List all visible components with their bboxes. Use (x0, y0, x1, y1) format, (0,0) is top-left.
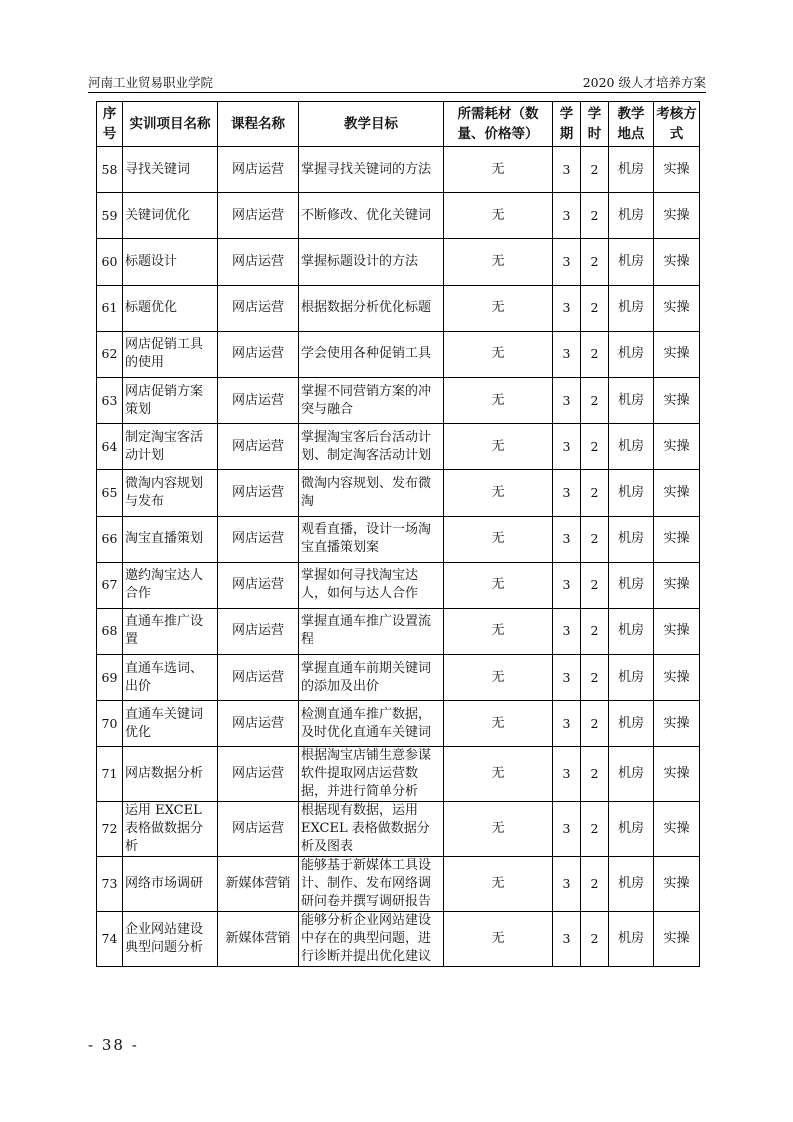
location-cell: 机房 (609, 470, 654, 516)
project-name-cell: 网店数据分析 (123, 747, 218, 802)
table-row (97, 701, 700, 747)
location-cell: 机房 (609, 912, 654, 967)
training-table (96, 101, 700, 967)
term-cell: 3 (553, 424, 581, 470)
row-number-cell: 60 (97, 239, 123, 285)
location-cell: 机房 (609, 285, 654, 331)
header-rule (88, 92, 706, 93)
location-cell: 机房 (609, 424, 654, 470)
location-cell: 机房 (609, 608, 654, 654)
table-row (97, 239, 700, 285)
project-name-cell: 标题设计 (123, 239, 218, 285)
assessment-cell: 实操 (654, 377, 700, 423)
page-header (88, 71, 706, 93)
table-row (97, 285, 700, 331)
project-name-cell: 企业网站建设典型问题分析 (123, 912, 218, 967)
location-cell: 机房 (609, 857, 654, 912)
table-row (97, 331, 700, 377)
course-name-cell: 网店运营 (218, 608, 299, 654)
location-cell: 机房 (609, 239, 654, 285)
project-name-cell: 关键词优化 (123, 193, 218, 239)
materials-cell: 无 (444, 747, 553, 802)
teaching-goal-cell: 检测直通车推广数据，及时优化直通车关键词 (299, 701, 444, 747)
course-name-cell: 网店运营 (218, 147, 299, 193)
assessment-cell: 实操 (654, 608, 700, 654)
hours-cell: 2 (581, 516, 609, 562)
term-cell: 3 (553, 747, 581, 802)
hours-cell: 2 (581, 701, 609, 747)
table-row (97, 470, 700, 516)
materials-cell: 无 (444, 655, 553, 701)
term-cell: 3 (553, 701, 581, 747)
assessment-cell: 实操 (654, 470, 700, 516)
row-number-cell: 59 (97, 193, 123, 239)
row-number-cell: 65 (97, 470, 123, 516)
assessment-cell: 实操 (654, 147, 700, 193)
row-number-cell: 64 (97, 424, 123, 470)
project-name-cell: 标题优化 (123, 285, 218, 331)
hours-cell: 2 (581, 285, 609, 331)
hours-cell: 2 (581, 608, 609, 654)
row-number-cell: 62 (97, 331, 123, 377)
hours-cell: 2 (581, 470, 609, 516)
row-number-cell: 68 (97, 608, 123, 654)
hours-cell: 2 (581, 747, 609, 802)
term-cell: 3 (553, 147, 581, 193)
assessment-cell: 实操 (654, 239, 700, 285)
hours-cell: 2 (581, 193, 609, 239)
hours-cell: 2 (581, 655, 609, 701)
course-name-cell: 网店运营 (218, 470, 299, 516)
assessment-cell: 实操 (654, 285, 700, 331)
materials-cell: 无 (444, 377, 553, 423)
course-name-cell: 网店运营 (218, 239, 299, 285)
location-cell: 机房 (609, 193, 654, 239)
row-number-cell: 67 (97, 562, 123, 608)
row-number-cell: 61 (97, 285, 123, 331)
assessment-cell: 实操 (654, 701, 700, 747)
row-number-cell: 72 (97, 802, 123, 857)
teaching-goal-cell: 掌握寻找关键词的方法 (299, 147, 444, 193)
project-name-cell: 淘宝直播策划 (123, 516, 218, 562)
col-header-term: 学期 (553, 102, 581, 147)
course-name-cell: 网店运营 (218, 747, 299, 802)
teaching-goal-cell: 不断修改、优化关键词 (299, 193, 444, 239)
teaching-goal-cell: 能够分析企业网站建设中存在的典型问题，进行诊断并提出优化建议 (299, 912, 444, 967)
course-name-cell: 网店运营 (218, 655, 299, 701)
materials-cell: 无 (444, 516, 553, 562)
row-number-cell: 58 (97, 147, 123, 193)
table-row (97, 802, 700, 857)
col-header-no: 序号 (97, 102, 123, 147)
hours-cell: 2 (581, 424, 609, 470)
materials-cell: 无 (444, 193, 553, 239)
teaching-goal-cell: 掌握如何寻找淘宝达人，如何与达人合作 (299, 562, 444, 608)
table-row (97, 147, 700, 193)
teaching-goal-cell: 掌握不同营销方案的冲突与融合 (299, 377, 444, 423)
assessment-cell: 实操 (654, 331, 700, 377)
location-cell: 机房 (609, 516, 654, 562)
materials-cell: 无 (444, 470, 553, 516)
course-name-cell: 网店运营 (218, 193, 299, 239)
assessment-cell: 实操 (654, 655, 700, 701)
hours-cell: 2 (581, 802, 609, 857)
term-cell: 3 (553, 912, 581, 967)
row-number-cell: 69 (97, 655, 123, 701)
term-cell: 3 (553, 470, 581, 516)
teaching-goal-cell: 根据淘宝店铺生意参谋软件提取网店运营数据，并进行简单分析 (299, 747, 444, 802)
table-row (97, 516, 700, 562)
term-cell: 3 (553, 608, 581, 654)
hours-cell: 2 (581, 331, 609, 377)
project-name-cell: 网店促销工具的使用 (123, 331, 218, 377)
materials-cell: 无 (444, 857, 553, 912)
project-name-cell: 直通车选词、出价 (123, 655, 218, 701)
hours-cell: 2 (581, 562, 609, 608)
project-name-cell: 制定淘宝客活动计划 (123, 424, 218, 470)
course-name-cell: 网店运营 (218, 701, 299, 747)
teaching-goal-cell: 掌握淘宝客后台活动计划、制定淘客活动计划 (299, 424, 444, 470)
course-name-cell: 新媒体营销 (218, 857, 299, 912)
location-cell: 机房 (609, 147, 654, 193)
col-header-hours: 学时 (581, 102, 609, 147)
materials-cell: 无 (444, 424, 553, 470)
hours-cell: 2 (581, 912, 609, 967)
table-row (97, 747, 700, 802)
row-number-cell: 71 (97, 747, 123, 802)
row-number-cell: 74 (97, 912, 123, 967)
course-name-cell: 网店运营 (218, 285, 299, 331)
teaching-goal-cell: 掌握直通车推广设置流程 (299, 608, 444, 654)
course-name-cell: 网店运营 (218, 802, 299, 857)
materials-cell: 无 (444, 802, 553, 857)
col-header-course: 课程名称 (218, 102, 299, 147)
materials-cell: 无 (444, 912, 553, 967)
table-row (97, 424, 700, 470)
project-name-cell: 网店促销方案策划 (123, 377, 218, 423)
assessment-cell: 实操 (654, 912, 700, 967)
project-name-cell: 运用 EXCEL 表格做数据分析 (123, 802, 218, 857)
hours-cell: 2 (581, 147, 609, 193)
header-school-name: 河南工业贸易职业学院 (88, 75, 214, 90)
location-cell: 机房 (609, 562, 654, 608)
hours-cell: 2 (581, 377, 609, 423)
project-name-cell: 直通车推广设置 (123, 608, 218, 654)
project-name-cell: 网络市场调研 (123, 857, 218, 912)
table-row (97, 562, 700, 608)
term-cell: 3 (553, 562, 581, 608)
location-cell: 机房 (609, 802, 654, 857)
teaching-goal-cell: 掌握标题设计的方法 (299, 239, 444, 285)
course-name-cell: 网店运营 (218, 424, 299, 470)
assessment-cell: 实操 (654, 857, 700, 912)
course-name-cell: 新媒体营销 (218, 912, 299, 967)
table-header-row (97, 102, 700, 147)
table-row (97, 912, 700, 967)
location-cell: 机房 (609, 747, 654, 802)
col-header-goal: 教学目标 (299, 102, 444, 147)
row-number-cell: 63 (97, 377, 123, 423)
project-name-cell: 微淘内容规划与发布 (123, 470, 218, 516)
row-number-cell: 70 (97, 701, 123, 747)
table-row (97, 608, 700, 654)
teaching-goal-cell: 根据现有数据，运用 EXCEL 表格做数据分析及图表 (299, 802, 444, 857)
materials-cell: 无 (444, 239, 553, 285)
materials-cell: 无 (444, 562, 553, 608)
teaching-goal-cell: 观看直播，设计一场淘宝直播策划案 (299, 516, 444, 562)
materials-cell: 无 (444, 331, 553, 377)
assessment-cell: 实操 (654, 193, 700, 239)
materials-cell: 无 (444, 701, 553, 747)
course-name-cell: 网店运营 (218, 562, 299, 608)
table-row (97, 377, 700, 423)
location-cell: 机房 (609, 655, 654, 701)
page-number: - 38 - (88, 1036, 139, 1054)
header-document-title: 2020 级人才培养方案 (582, 75, 706, 90)
row-number-cell: 66 (97, 516, 123, 562)
col-header-place: 教学地点 (609, 102, 654, 147)
materials-cell: 无 (444, 285, 553, 331)
assessment-cell: 实操 (654, 747, 700, 802)
course-name-cell: 网店运营 (218, 516, 299, 562)
course-name-cell: 网店运营 (218, 331, 299, 377)
hours-cell: 2 (581, 857, 609, 912)
term-cell: 3 (553, 377, 581, 423)
course-name-cell: 网店运营 (218, 377, 299, 423)
term-cell: 3 (553, 331, 581, 377)
teaching-goal-cell: 学会使用各种促销工具 (299, 331, 444, 377)
term-cell: 3 (553, 193, 581, 239)
teaching-goal-cell: 能够基于新媒体工具设计、制作、发布网络调研问卷并撰写调研报告 (299, 857, 444, 912)
location-cell: 机房 (609, 377, 654, 423)
table-row (97, 857, 700, 912)
assessment-cell: 实操 (654, 562, 700, 608)
teaching-goal-cell: 微淘内容规划、发布微淘 (299, 470, 444, 516)
teaching-goal-cell: 掌握直通车前期关键词的添加及出价 (299, 655, 444, 701)
term-cell: 3 (553, 516, 581, 562)
term-cell: 3 (553, 857, 581, 912)
assessment-cell: 实操 (654, 516, 700, 562)
term-cell: 3 (553, 285, 581, 331)
project-name-cell: 邀约淘宝达人合作 (123, 562, 218, 608)
location-cell: 机房 (609, 331, 654, 377)
assessment-cell: 实操 (654, 424, 700, 470)
term-cell: 3 (553, 239, 581, 285)
project-name-cell: 寻找关键词 (123, 147, 218, 193)
materials-cell: 无 (444, 608, 553, 654)
table-row (97, 193, 700, 239)
term-cell: 3 (553, 655, 581, 701)
term-cell: 3 (553, 802, 581, 857)
location-cell: 机房 (609, 701, 654, 747)
teaching-goal-cell: 根据数据分析优化标题 (299, 285, 444, 331)
table-body (97, 147, 700, 967)
col-header-exam: 考核方式 (654, 102, 700, 147)
materials-cell: 无 (444, 147, 553, 193)
hours-cell: 2 (581, 239, 609, 285)
col-header-material: 所需耗材（数量、价格等） (444, 102, 553, 147)
table-row (97, 655, 700, 701)
row-number-cell: 73 (97, 857, 123, 912)
project-name-cell: 直通车关键词优化 (123, 701, 218, 747)
assessment-cell: 实操 (654, 802, 700, 857)
col-header-project: 实训项目名称 (123, 102, 218, 147)
